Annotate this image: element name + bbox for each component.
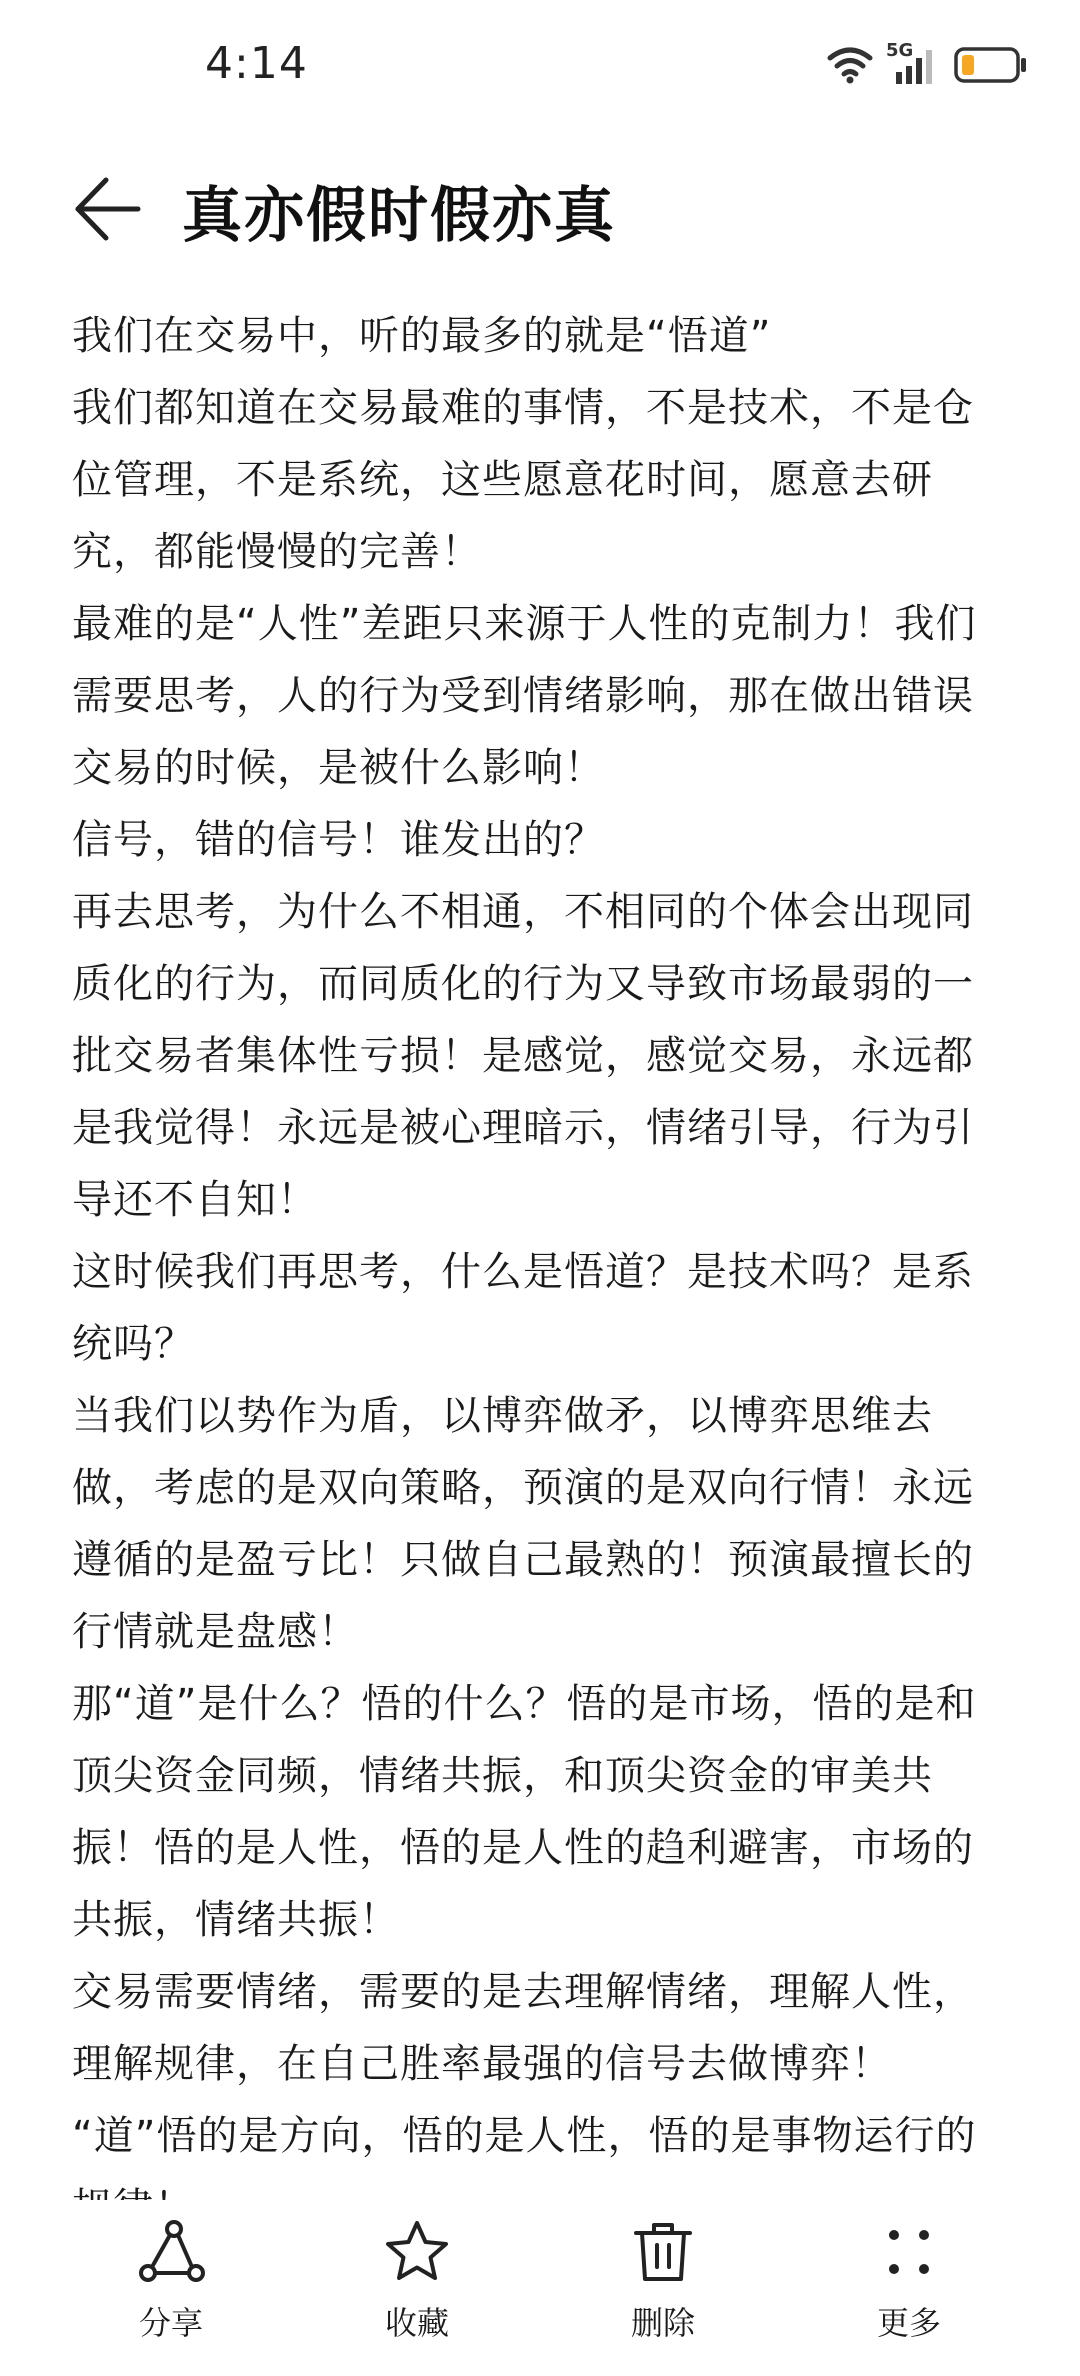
paragraph: 我们在交易中，听的最多的就是“悟道” bbox=[72, 313, 772, 359]
delete-button[interactable] bbox=[563, 2200, 763, 2344]
status-icons bbox=[826, 40, 1028, 86]
battery-icon bbox=[954, 46, 1028, 84]
share-button[interactable] bbox=[71, 2200, 271, 2344]
paragraph: 交易需要情绪，需要的是去理解情绪，理解人性，理解规律，在自己胜率最强的信号去做博弈！ bbox=[72, 1969, 974, 2087]
status-bar bbox=[0, 0, 1080, 140]
paragraph: 当我们以势作为盾，以博弈做矛，以博弈思维去做，考虑的是双向策略，预演的是双向行情！永远遵循的是盈亏比！只做自己最熟的！预演最擅长的行情就是盘感！ bbox=[72, 1393, 974, 1655]
status-time: 4:14 bbox=[205, 38, 308, 89]
wifi-icon bbox=[826, 46, 874, 84]
delete-label: 删除 bbox=[630, 2304, 695, 2342]
paragraph: 我们都知道在交易最难的事情，不是技术，不是仓位管理，不是系统，这些愿意花时间，愿意去研究，都能慢慢的完善！ bbox=[72, 385, 974, 575]
article-content bbox=[72, 300, 982, 2195]
arrow-left-icon bbox=[70, 172, 144, 246]
star-icon bbox=[379, 2214, 455, 2290]
back-button[interactable] bbox=[70, 172, 144, 246]
header bbox=[0, 150, 1080, 270]
page-title: 真亦假时假亦真 bbox=[182, 181, 616, 251]
paragraph: 这时候我们再思考，什么是悟道？是技术吗？是系统吗？ bbox=[72, 1249, 974, 1367]
cellular-signal-icon bbox=[886, 40, 942, 86]
paragraph: 信号，错的信号！谁发出的？ bbox=[72, 817, 605, 863]
paragraph: 那“道”是什么？悟的什么？悟的是市场，悟的是和顶尖资金同频，情绪共振，和顶尖资金的审美共振！悟的是人性，悟的是人性的趋利避害，市场的共振，情绪共振！ bbox=[72, 1681, 977, 1943]
paragraph: “道”悟的是方向，悟的是人性，悟的是事物运行的 bbox=[72, 2113, 977, 2159]
share-label: 分享 bbox=[138, 2304, 203, 2342]
favorite-label: 收藏 bbox=[384, 2304, 449, 2342]
more-button[interactable] bbox=[809, 2200, 1009, 2344]
bottom-toolbar bbox=[0, 2200, 1080, 2376]
more-dots-icon bbox=[871, 2214, 947, 2290]
paragraph: 再去思考，为什么不相通，不相同的个体会出现同质化的行为，而同质化的行为又导致市场最弱的一批交易者集体性亏损！是感觉，感觉交易，永远都是我觉得！永远是被心理暗示，情绪引导，行为引导还不自知！ bbox=[72, 889, 974, 1223]
network-type: 5G bbox=[886, 40, 914, 61]
favorite-button[interactable] bbox=[317, 2200, 517, 2344]
more-label: 更多 bbox=[876, 2304, 941, 2342]
paragraph: 最难的是“人性”差距只来源于人性的克制力！我们需要思考，人的行为受到情绪影响，那在做出错误交易的时候，是被什么影响！ bbox=[72, 601, 977, 791]
trash-icon bbox=[625, 2214, 701, 2290]
share-icon bbox=[133, 2214, 209, 2290]
